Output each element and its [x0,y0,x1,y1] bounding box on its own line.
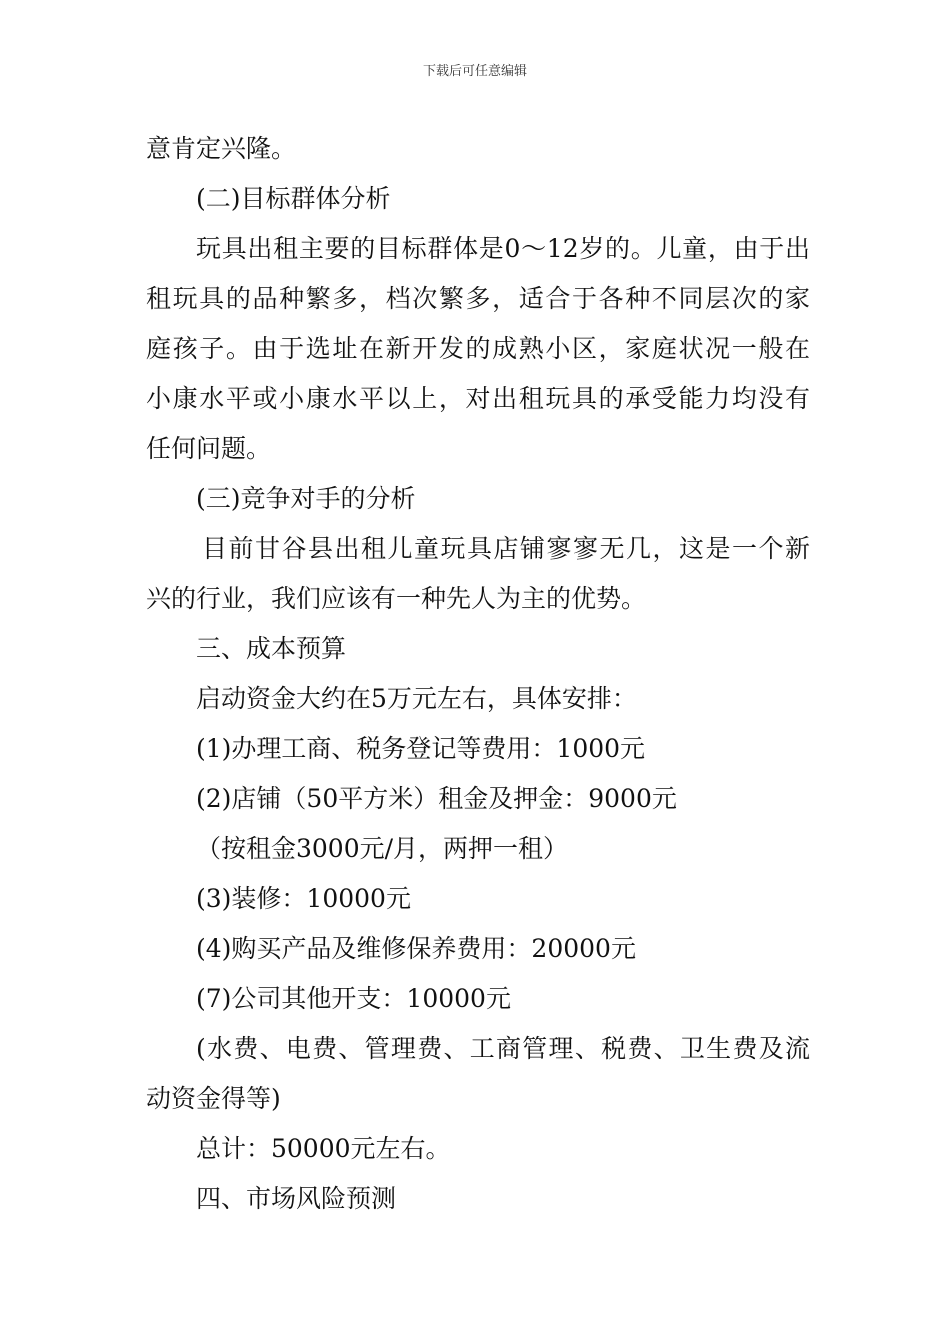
paragraph-line: 租玩具的品种繁多，档次繁多，适合于各种不同层次的家 [146,284,810,313]
budget-note: (水费、电费、管理费、工商管理、税费、卫生费及流 [196,1034,810,1063]
paragraph-line: 兴的行业，我们应该有一种先人为主的优势。 [146,584,647,613]
section-heading: 四、市场风险预测 [196,1184,397,1213]
budget-note: （按租金3000元/月，两押一租） [196,834,569,863]
budget-total: 总计：50000元左右。 [196,1134,451,1163]
budget-item: (1)办理工商、税务登记等费用：1000元 [196,734,646,763]
paragraph-line: 玩具出租主要的目标群体是0～12岁的。儿童，由于出 [196,234,810,263]
paragraph-line: 意肯定兴隆。 [146,134,297,163]
budget-item: (7)公司其他开支：10000元 [196,984,511,1013]
paragraph-line: 小康水平或小康水平以上，对出租玩具的承受能力均没有 [146,384,810,413]
budget-note: 动资金得等) [146,1084,281,1113]
budget-item: (3)装修：10000元 [196,884,411,913]
section-heading: (二)目标群体分析 [196,184,391,213]
paragraph-line: 庭孩子。由于选址在新开发的成熟小区，家庭状况一般在 [146,334,810,363]
document-body [146,124,810,1224]
paragraph-line: 启动资金大约在5万元左右，具体安排： [196,684,637,713]
paragraph-line: 目前甘谷县出租儿童玩具店铺寥寥无几，这是一个新 [202,534,810,563]
page-header: 下载后可任意编辑 [422,64,527,79]
budget-item: (2)店铺（50平方米）租金及押金：9000元 [196,784,677,813]
budget-item: (4)购买产品及维修保养费用：20000元 [196,934,636,963]
section-heading: (三)竞争对手的分析 [196,484,416,513]
paragraph-line: 任何问题。 [146,434,272,463]
section-heading: 三、成本预算 [196,634,347,663]
